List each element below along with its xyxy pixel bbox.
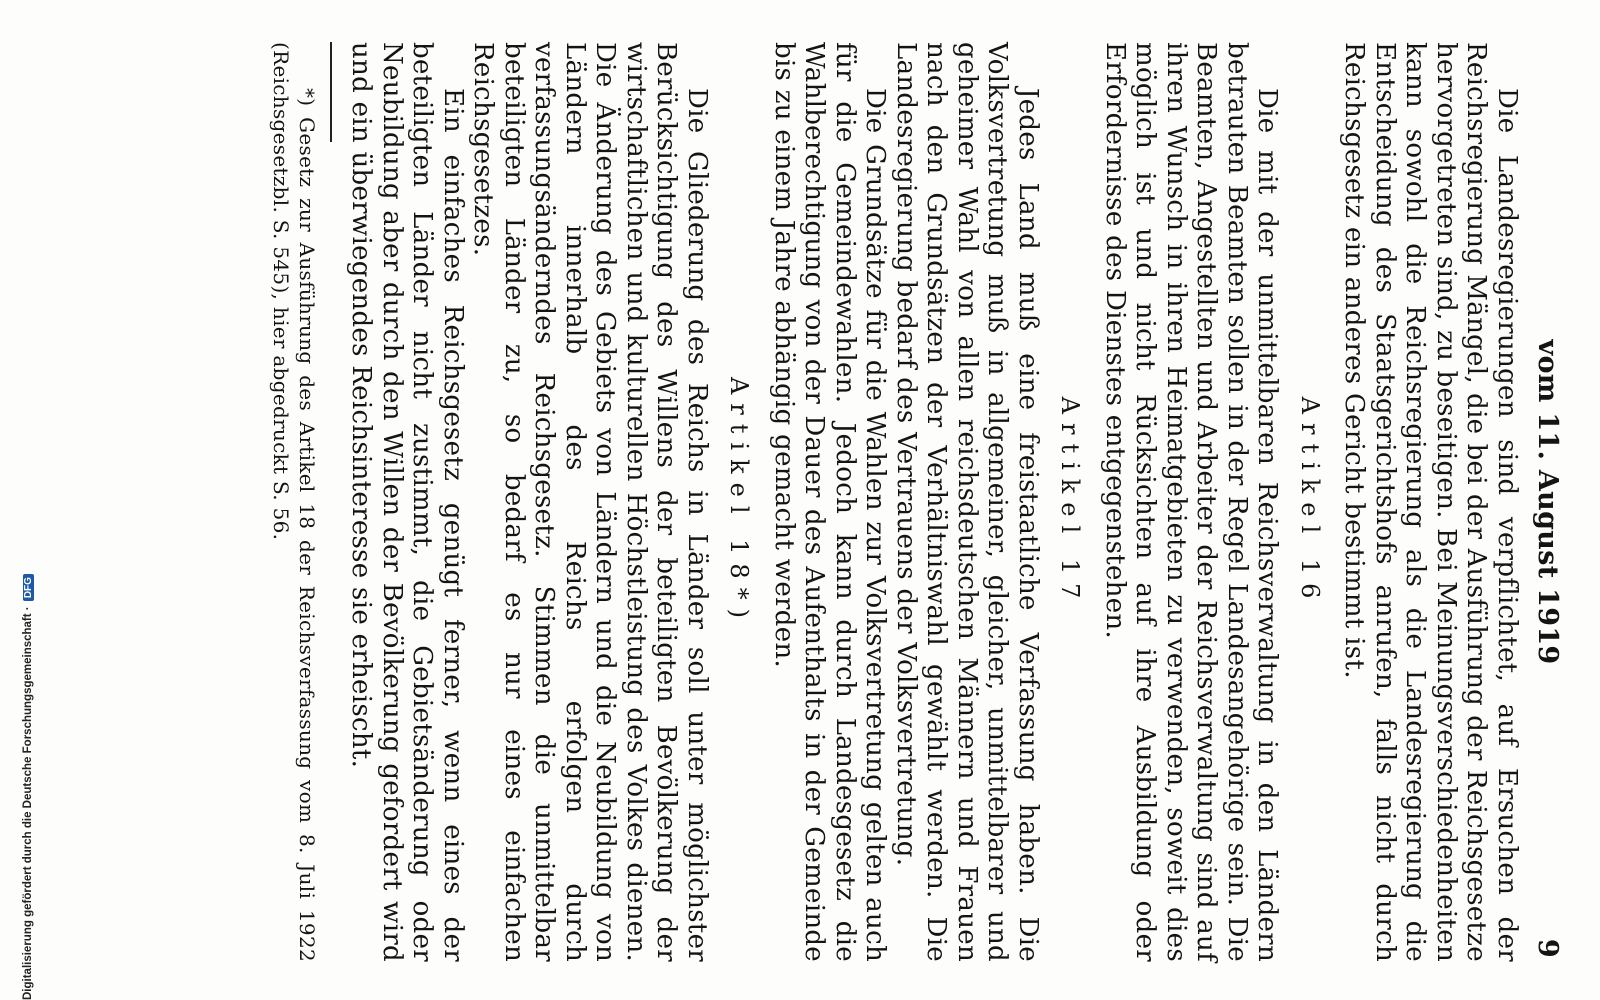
dfg-logo-badge: DFG [23,574,34,601]
digitization-credit [22,0,34,1000]
footnote: *) Gesetz zur Ausführung des Artikel 18 der Reichsverfassung vom 8. Juli 1922 (Reichsgesetzbl. S. 545), hier abgedruckt S. 56. [269,42,319,962]
paragraph-artikel-17-a: Jedes Land muß eine freistaatliche Verfassung haben. Die Volksvertretung muß in allgemeiner, gleicher, unmittelbarer und geheimer Wahl von allen reichsdeutschen Männern und Frauen nach den Grundsätzen der Verhältniswahl gewählt werden. Die Landesregierung bedarf des Vertrauens der Volksvertretung. [891,42,1043,962]
heading-artikel-18: Artikel 18*) [725,376,754,628]
paragraph-artikel-18-b: Ein einfaches Reichsgesetz genügt ferner, wenn eines der beteiligten Länder nicht zustimmt, die Gebietsänderung oder Neubildung aber durch den Willen der Bevölkerung gefordert wird und ein überwiegendes Reichsinteresse sie erheischt. [346,42,468,962]
paragraph-landesregierungen: Die Landesregierungen sind verpflichtet, auf Ersuchen der Reichsregierung Mängel, die bei der Ausführung der Reichsgesetze hervorgetreten sind, zu beseitigen. Bei Meinungsverschiedenheiten kann sowohl die Reichsregierung als die Landesregierung die Entscheidung des Staatsgerichtshofs anrufen, falls nicht durch Reichsgesetz ein anderes Gericht bestimmt ist. [1339,42,1522,962]
paragraph-artikel-16: Die mit der unmittelbaren Reichsverwaltung in den Ländern betrauten Beamten sollen in der Regel Landesangehörige sein. Die Beamten, Angestellten und Arbeiter der Reichsverwaltung sind auf ihren Wunsch in ihren Heimatgebieten zu verwenden, soweit dies möglich ist und nicht Rücksichten auf ihre Ausbildung oder Erfordernisse des Dienstes entgegenstehen. [1100,42,1283,962]
page-header [1526,42,1562,962]
footnote-divider [330,42,332,142]
paragraph-artikel-18-a: Die Gliederung des Reichs in Länder soll unter möglichster Berücksichtigung des Willens der beteiligten Bevölkerung der wirtschaftlichen und kulturellen Höchstleistung des Volkes dienen. Die Änderung des Gebiets von Ländern und die Neubildung von Ländern innerhalb des Reichs erfolgen durch verfassungsänderndes Reichsgesetz. Stimmen die unmittelbar beteiligten Länder zu, so bedarf es nur eines einfachen Reichsgesetzes. [468,42,712,962]
header-date: vom 11. August 1919 [1532,339,1563,665]
page-number: 9 [1532,938,1563,958]
credit-text: Digitalisierung gefördert durch die Deutsche Forschungsgemeinschaft · [22,606,34,1000]
paragraph-artikel-17-b: Die Grundsätze für die Wahlen zur Volksvertretung gelten auch für die Gemeindewahlen. Jedoch kann durch Landesgesetz die Wahlberechtigung von der Dauer des Aufenthalts in der Gemeinde bis zu einem Jahre abhängig gemacht werden. [769,42,891,962]
page-content [268,42,1562,962]
heading-artikel-16: Artikel 16 [1296,396,1324,608]
heading-artikel-17: Artikel 17 [1056,396,1085,608]
